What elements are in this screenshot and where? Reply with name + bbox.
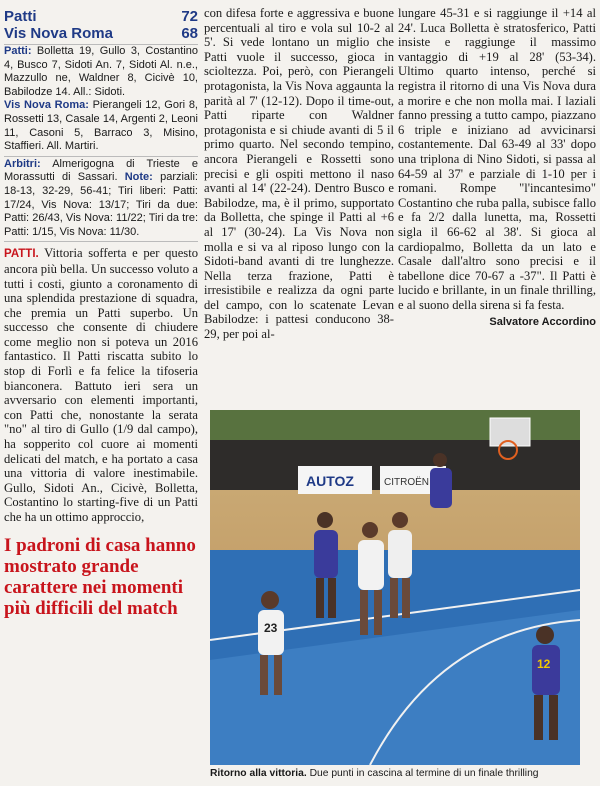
dateline: PATTI. <box>4 248 39 261</box>
visnova-roster: Vis Nova Roma: Pierangeli 12, Gori 8, Rossetti 13, Casale 14, Argenti 2, Leoni 11, Casoni 5, Barraco 3, Misino, Staffieri. All. Martiri. <box>4 99 198 153</box>
column-middle <box>204 0 394 342</box>
scoreboard <box>4 0 198 45</box>
patti-roster: Patti: Bolletta 19, Gullo 3, Costantino 4, Busco 7, Sidoti An. 7, Sidoti Al. n.e., Mazzullo ne, Waldner 8, Cicivè 10, Babilodze 14. All.: Sidoti. <box>4 45 198 98</box>
banner-right: CITROËN <box>384 477 429 488</box>
game-photo <box>210 410 580 765</box>
home-team: Patti <box>4 8 37 25</box>
article-col3: lungare 45-31 e si raggiunge il +14 al 24'. Luca Bolletta è stratosferico, Patti insiste e raggiunge il massimo vantaggio di +19 al 28' (53-34). Ultimo quarto intenso, perché si registra il ritorno di una Vis Nova dura a morire e che non molla mai. I laziali fanno pressing a tutto campo, piazzano 6 triple e iniziano ad avvicinarsi costantemente. Dal 63-49 al 33' dopo una triplona di Nino Sidoti, si passa al 64-59 al 37' e parziale di 1-10 per i romani. Rompe "l'incantesimo" Costantino che ruba palla, subisce fallo e fa 2/2 dalla lunetta, ma, Rossetti sigla il 66-62 al 38'. Si gioca al cardiopalmo, Bolletta da un lato e Casale dall'altro sono precisi e il tabellone dice 70-67 a -37". Il Patti è lucido e brillante, in un finale thrilling, e al suono della sirena si fa festa. <box>398 6 596 312</box>
column-left <box>4 0 198 619</box>
away-score: 68 <box>181 25 198 42</box>
score-row-away <box>4 25 198 42</box>
caption-text: Due punti in cascina al termine di un finale thrilling <box>309 768 539 779</box>
pull-quote: I padroni di casa hanno mostrato grande carattere nei momenti più difficili del match <box>4 534 196 619</box>
article-col1: PATTI. Vittoria sofferta e per questo ancora più bella. Un successo voluto a tutti i costi, giunto a coronamento di una splendida prestazione di squadra, che premia un Patti superbo. Un successo che consente di chiudere come meglio non si poteva un 2016 fantastico. Il Patti riscatta subito lo stop di Forlì e fa felice la tifoseria bianconera. Battuto ieri sera un avversario con elementi importanti, con Patti che, nonostante la serata "no" al tiro di Gullo (1/9 dal campo), ha sopperito col cuore ai momenti delicati del match, e ha portato a casa una vittoria di valore inestimabile. Gullo, Sidoti An., Cicivè, Bolletta, Costantino lo starting-five di un Patti che ha un ottimo approccio, <box>4 246 198 524</box>
caption-title: Ritorno alla vittoria. <box>210 768 307 779</box>
article-col2: con difesa forte e aggressiva e buone percentuali al tiro e vola sul 10-2 al 5'. Si vede lontano un miglio che Patti vuole il successo, gioca in scioltezza. Poi, però, con Pierangeli protagonista, la Vis Nova aggaunta la parità al 7' (12-12). Dopo il time-out, Patti riparte con Waldner protagonista e si chiude avanti di 5 il primo quarto. Nel secondo tempino, ancora Pierangeli e Rossetti sono precisi e gli ospiti mettono il naso avanti al 14' (22-24). Dentro Busco e Babilodze, ma, è il primo, supportato da Bolletta, che spinge il Patti al +6 al 17' (30-24). La Vis Nova non molla e si va al riposo lungo con la Sidoti-band avanti di tre lunghezze. Nella terza frazione, Patti è irresistibile e realizza da ogni parte del campo, con lo scatenate Levan Babilodze: i pattesi conducono 38-29, per poi al- <box>204 6 394 342</box>
banner-left: AUTOZ <box>306 473 354 489</box>
photo-caption <box>210 768 590 780</box>
svg-text:23: 23 <box>264 621 278 635</box>
score-row-home <box>4 8 198 25</box>
basketball-photo-illustration <box>210 410 580 765</box>
away-team: Vis Nova Roma <box>4 25 113 42</box>
box-score <box>4 45 198 242</box>
referees: Arbitri: Almerigogna di Trieste e Morassutti di Sassari. Note: parziali: 18-13, 32-29, 56-41; Tiri liberi: Patti: 17/24, Vis Nova: 13/17; Tiri da due: Patti: 26/43, Vis Nova: 11/22; Tiri da tre: Patti: 1/15, Vis Nova: 11/30. <box>4 157 198 238</box>
svg-text:12: 12 <box>537 657 551 671</box>
column-right <box>398 0 596 328</box>
byline: Salvatore Accordino <box>489 316 596 329</box>
home-score: 72 <box>181 8 198 25</box>
